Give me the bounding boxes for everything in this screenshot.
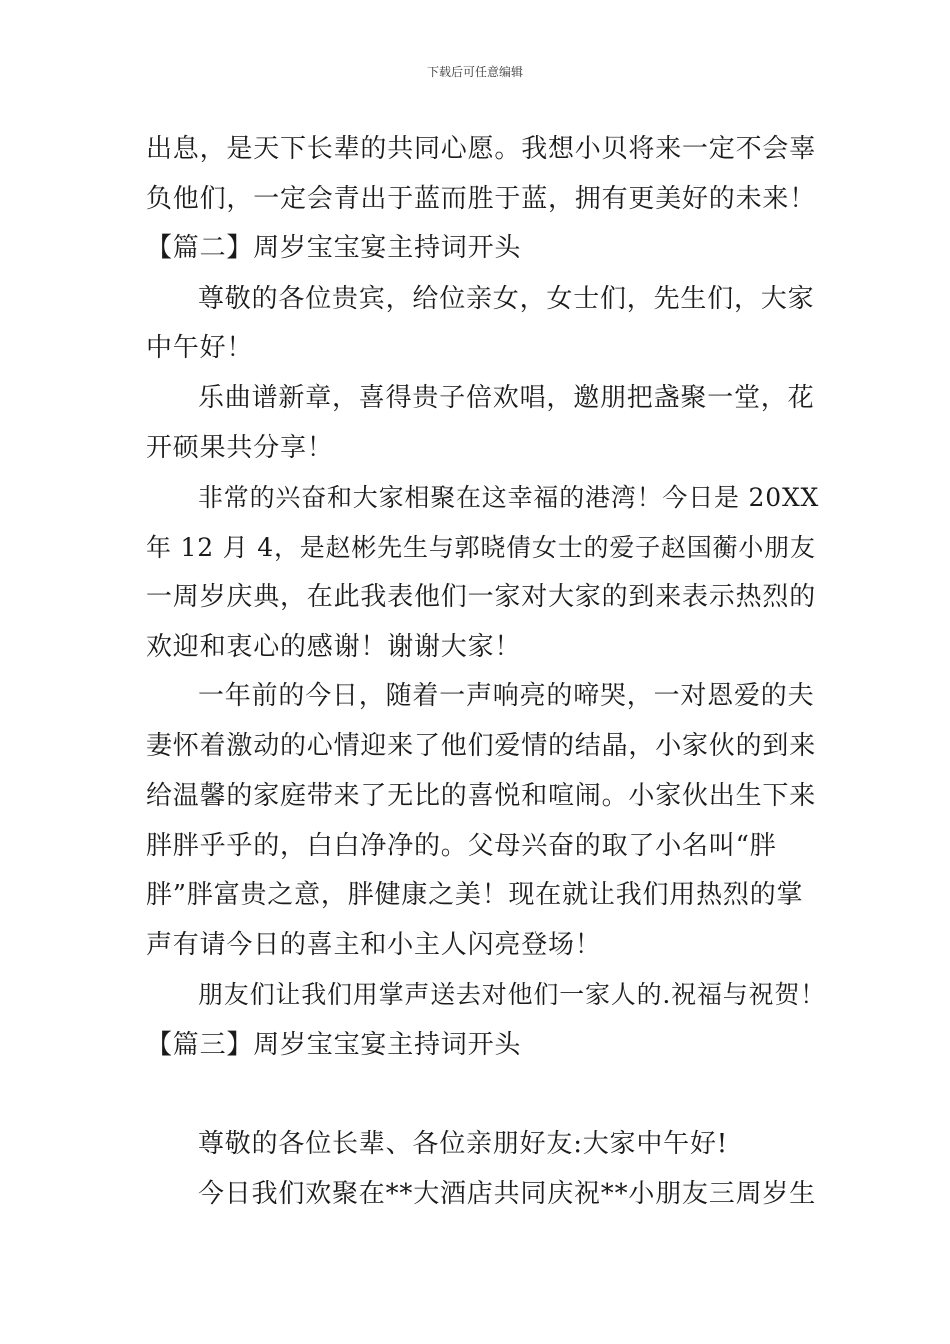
body-line: 一周岁庆典，在此我表他们一家对大家的到来表示热烈的 xyxy=(146,582,817,612)
body-line: 声有请今日的喜主和小主人闪亮登场！ xyxy=(146,930,602,960)
body-line: 中午好！ xyxy=(146,333,254,363)
body-line: 出息，是天下长辈的共同心愿。我想小贝将来一定不会辜 xyxy=(146,134,817,164)
section-heading: 【篇二】周岁宝宝宴主持词开头 xyxy=(146,233,522,263)
body-line: 负他们，一定会青出于蓝而胜于蓝，拥有更美好的未来！ xyxy=(146,184,817,214)
section-heading: 【篇三】周岁宝宝宴主持词开头 xyxy=(146,1030,522,1060)
body-line: 年 12 月 4，是赵彬先生与郭晓倩女士的爱子赵国蘅小朋友 xyxy=(146,533,816,562)
body-line: 给温馨的家庭带来了无比的喜悦和喧闹。小家伙出生下来 xyxy=(146,781,817,811)
page-header: 下载后可任意编辑 xyxy=(426,65,523,79)
body-line: 今日我们欢聚在**大酒店共同庆祝**小朋友三周岁生 xyxy=(198,1179,817,1209)
body-line: 尊敬的各位贵宾，给位亲女，女士们，先生们，大家 xyxy=(198,284,815,314)
body-line: 非常的兴奋和大家相聚在这幸福的港湾！今日是 20XX xyxy=(198,483,820,512)
body-line: 胖”胖富贵之意，胖健康之美！现在就让我们用热烈的掌 xyxy=(146,880,804,910)
body-line: 乐曲谱新章，喜得贵子倍欢唱，邀朋把盏聚一堂，花 xyxy=(198,383,815,413)
body-line: 欢迎和衷心的感谢！谢谢大家！ xyxy=(146,632,522,662)
body-line: 胖胖乎乎的，白白净净的。父母兴奋的取了小名叫“胖 xyxy=(146,831,777,861)
body-line: 朋友们让我们用掌声送去对他们一家人的.祝福与祝贺！ xyxy=(198,980,826,1009)
body-line: 开硕果共分享！ xyxy=(146,433,334,463)
body-line: 尊敬的各位长辈、各位亲朋好友:大家中午好! xyxy=(198,1129,729,1159)
body-line: 一年前的今日，随着一声响亮的啼哭，一对恩爱的夫 xyxy=(198,681,815,711)
body-line: 妻怀着激动的心情迎来了他们爱情的结晶，小家伙的到来 xyxy=(146,731,817,761)
